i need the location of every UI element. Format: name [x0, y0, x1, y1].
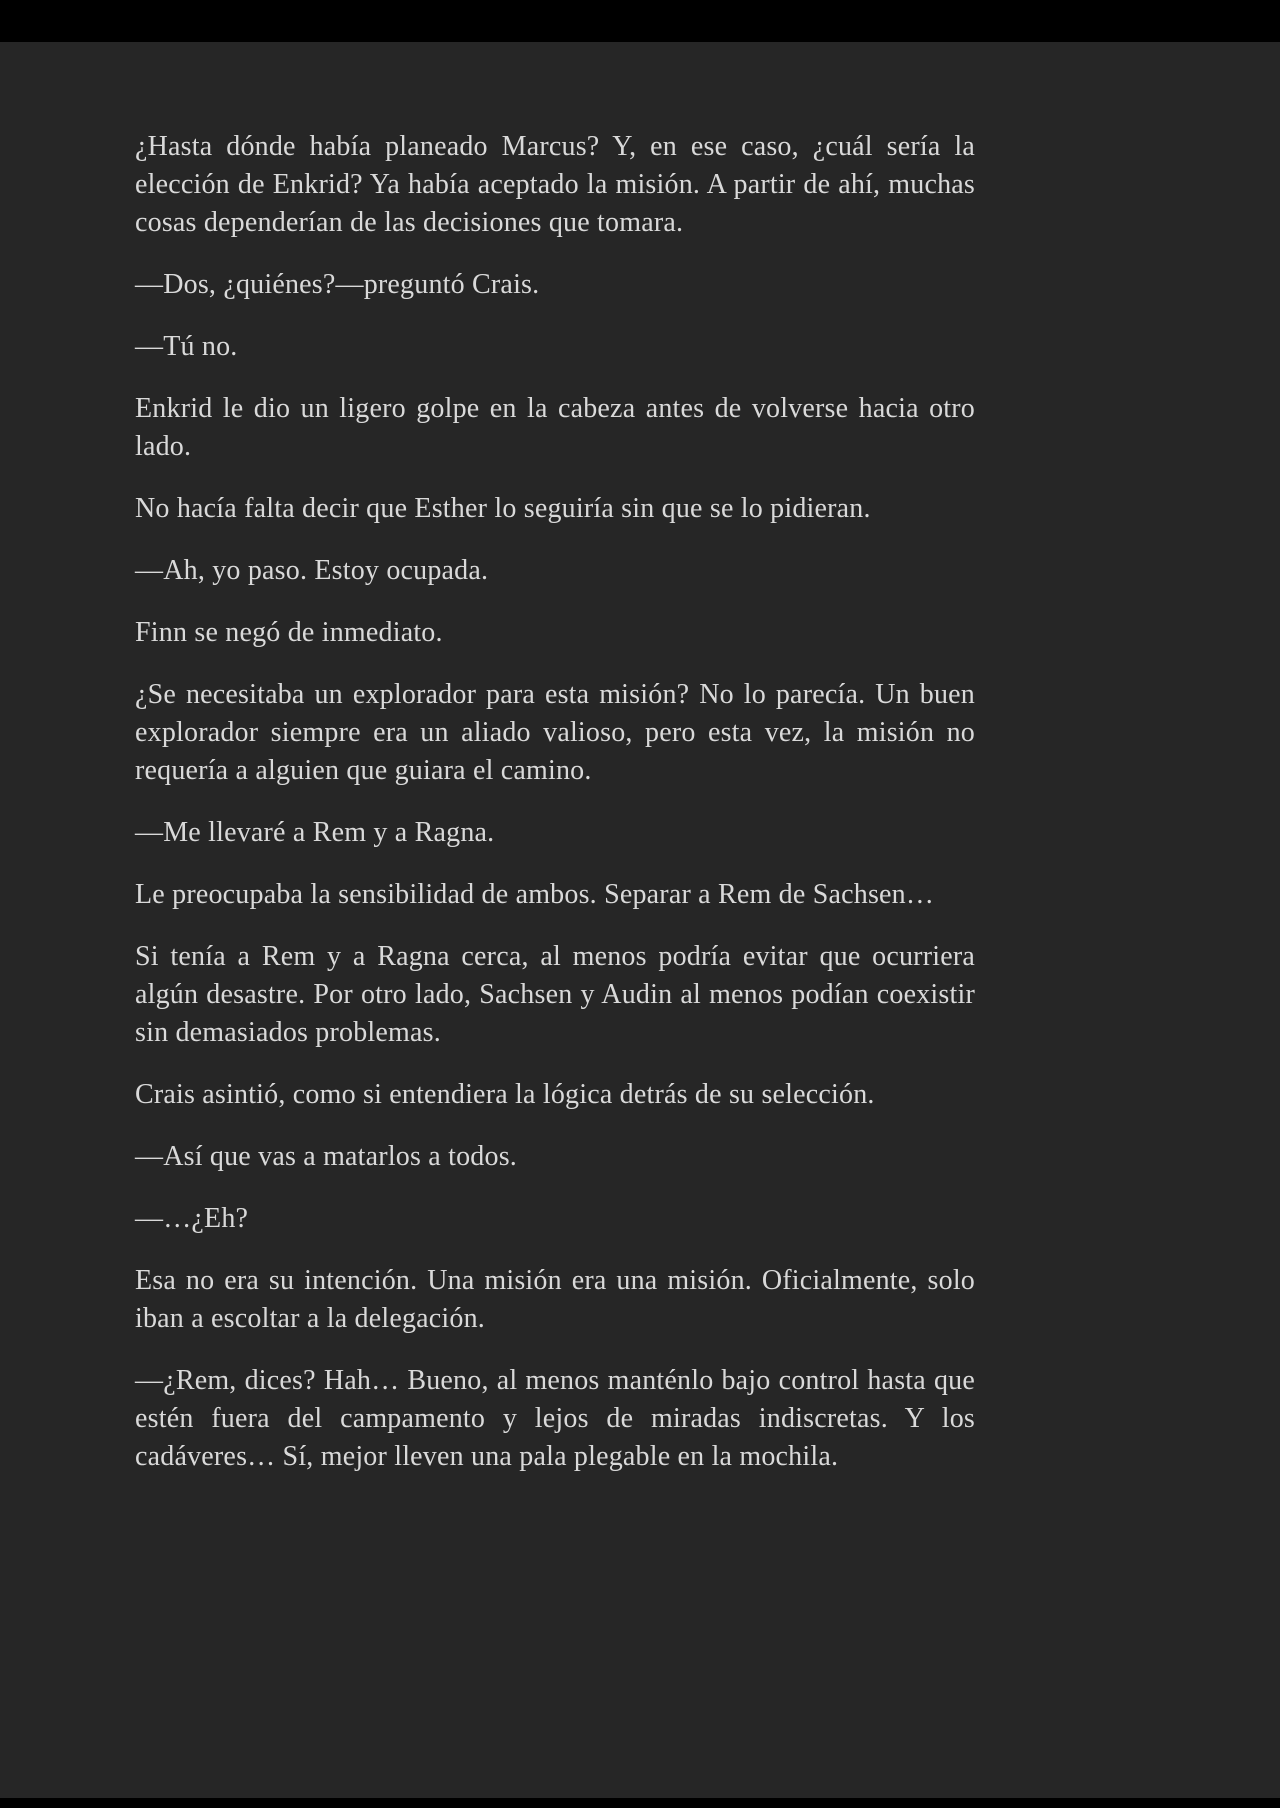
paragraph: Esa no era su intención. Una misión era una misión. Oficialmente, solo iban a escoltar a la delegación. — [135, 1265, 975, 1334]
paragraph-dialogue: —Tú no. — [135, 331, 238, 362]
paragraph-dialogue: —Ah, yo paso. Estoy ocupada. — [135, 555, 489, 586]
paragraph: ¿Se necesitaba un explorador para esta misión? No lo parecía. Un buen explorador siempre era un aliado valioso, pero esta vez, la misión no requería a alguien que guiara el camino. — [135, 679, 975, 786]
paragraph: No hacía falta decir que Esther lo seguiría sin que se lo pidieran. — [135, 493, 871, 524]
text-column — [135, 128, 975, 1500]
bottom-bar — [0, 1798, 1280, 1808]
paragraph: Finn se negó de inmediato. — [135, 617, 443, 648]
top-bar — [0, 0, 1280, 42]
paragraph: Le preocupaba la sensibilidad de ambos. Separar a Rem de Sachsen… — [135, 879, 935, 910]
paragraph: Si tenía a Rem y a Ragna cerca, al menos podría evitar que ocurriera algún desastre. Por otro lado, Sachsen y Audin al menos podían coexistir sin demasiados problemas. — [135, 941, 975, 1048]
paragraph-dialogue: —Dos, ¿quiénes?—preguntó Crais. — [135, 269, 540, 300]
paragraph: Crais asintió, como si entendiera la lógica detrás de su selección. — [135, 1079, 875, 1110]
paragraph: Enkrid le dio un ligero golpe en la cabeza antes de volverse hacia otro lado. — [135, 393, 975, 462]
paragraph-dialogue: —Me llevaré a Rem y a Ragna. — [135, 817, 495, 848]
paragraph-dialogue: —…¿Eh? — [135, 1203, 249, 1234]
paragraph-dialogue: —Así que vas a matarlos a todos. — [135, 1141, 517, 1172]
paragraph-dialogue: —¿Rem, dices? Hah… Bueno, al menos manténlo bajo control hasta que estén fuera del campamento y lejos de miradas indiscretas. Y los cadáveres… Sí, mejor lleven una pala plegable en la mochila. — [135, 1365, 975, 1472]
paragraph: ¿Hasta dónde había planeado Marcus? Y, en ese caso, ¿cuál sería la elección de Enkrid? Ya había aceptado la misión. A partir de ahí, muchas cosas dependerían de las decisiones que tomara. — [135, 131, 975, 238]
